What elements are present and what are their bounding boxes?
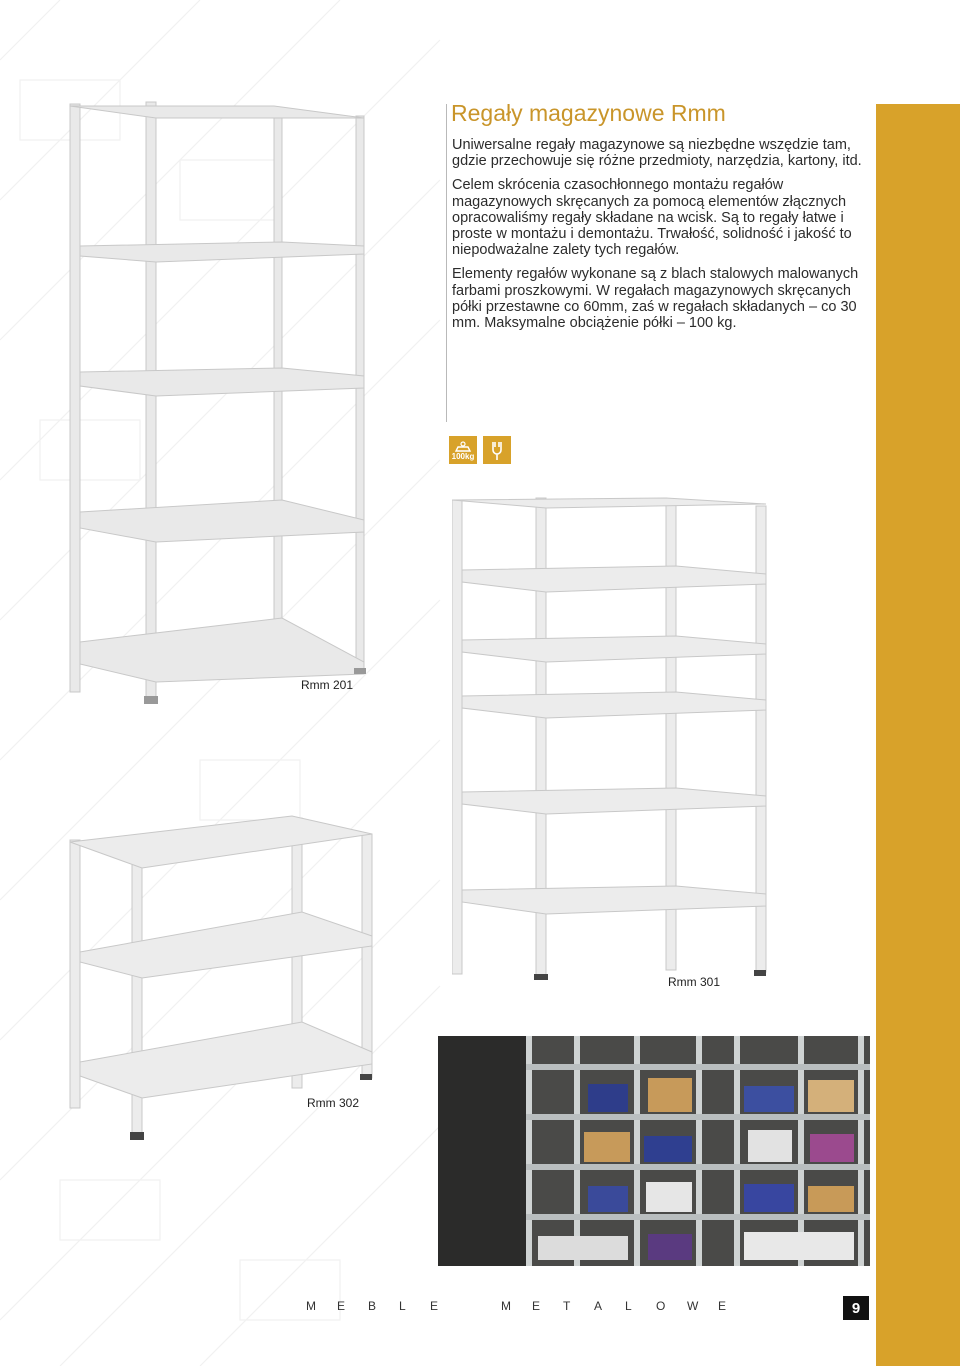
shelf-illustration-rmm301 [452,492,774,982]
footer-letter: E [718,1299,727,1313]
feature-badges [449,436,511,464]
footer-letter: E [532,1299,541,1313]
description-text [452,137,872,339]
footer-letter: A [594,1299,603,1313]
footer-brand [306,1299,730,1313]
paragraph-intro: Uniwersalne regały magazynowe są niezbędne wszędzie tam, gdzie przechowuje się różne przedmioty, narzędzia, kartony, itd. [452,137,862,170]
page-number: 9 [843,1296,869,1320]
caption-rmm301: Rmm 301 [668,975,721,989]
shelf-illustration-rmm302 [66,812,378,1142]
caption-rmm201: Rmm 201 [301,678,354,692]
footer-letter: W [687,1299,699,1313]
footer-letter: E [337,1299,346,1313]
title-rule [446,104,447,422]
footer-letter: T [563,1299,571,1313]
footer-letter: E [430,1299,439,1313]
footer-letter: L [625,1299,632,1313]
caption-rmm302: Rmm 302 [307,1096,360,1110]
footer-letter: M [501,1299,511,1313]
footer-letter: M [306,1299,316,1313]
paragraph-assembly: Celem skrócenia czasochłonnego montażu regałów magazynowych skręcanych za pomocą elementów złącznych opracowaliśmy regały składane na wcisk. Są to regały łatwe i proste w montażu i demontażu. Trwałość, solidność i jakość to niepodważalne zalety tych regałów. [452,177,852,259]
weight-icon [449,436,477,464]
shelf-illustration-rmm201 [66,96,368,706]
footer-letter: B [368,1299,377,1313]
wrench-icon [483,436,511,464]
page-title: Regały magazynowe Rmm [451,100,726,126]
footer-letter [461,1299,501,1313]
warehouse-photo [438,1036,870,1266]
load-label: 100kg [451,452,475,461]
paragraph-materials: Elementy regałów wykonane są z blach stalowych malowanych farbami proszkowymi. W regałach magazynowych skręcanych półki przestawne co 60mm, zaś w regałach składanych – co 30 mm. Maksymalne obciążenie półki – 100 kg. [452,266,859,332]
footer-letter: O [656,1299,666,1313]
footer-letter: L [399,1299,406,1313]
side-accent-bar [876,104,960,1366]
